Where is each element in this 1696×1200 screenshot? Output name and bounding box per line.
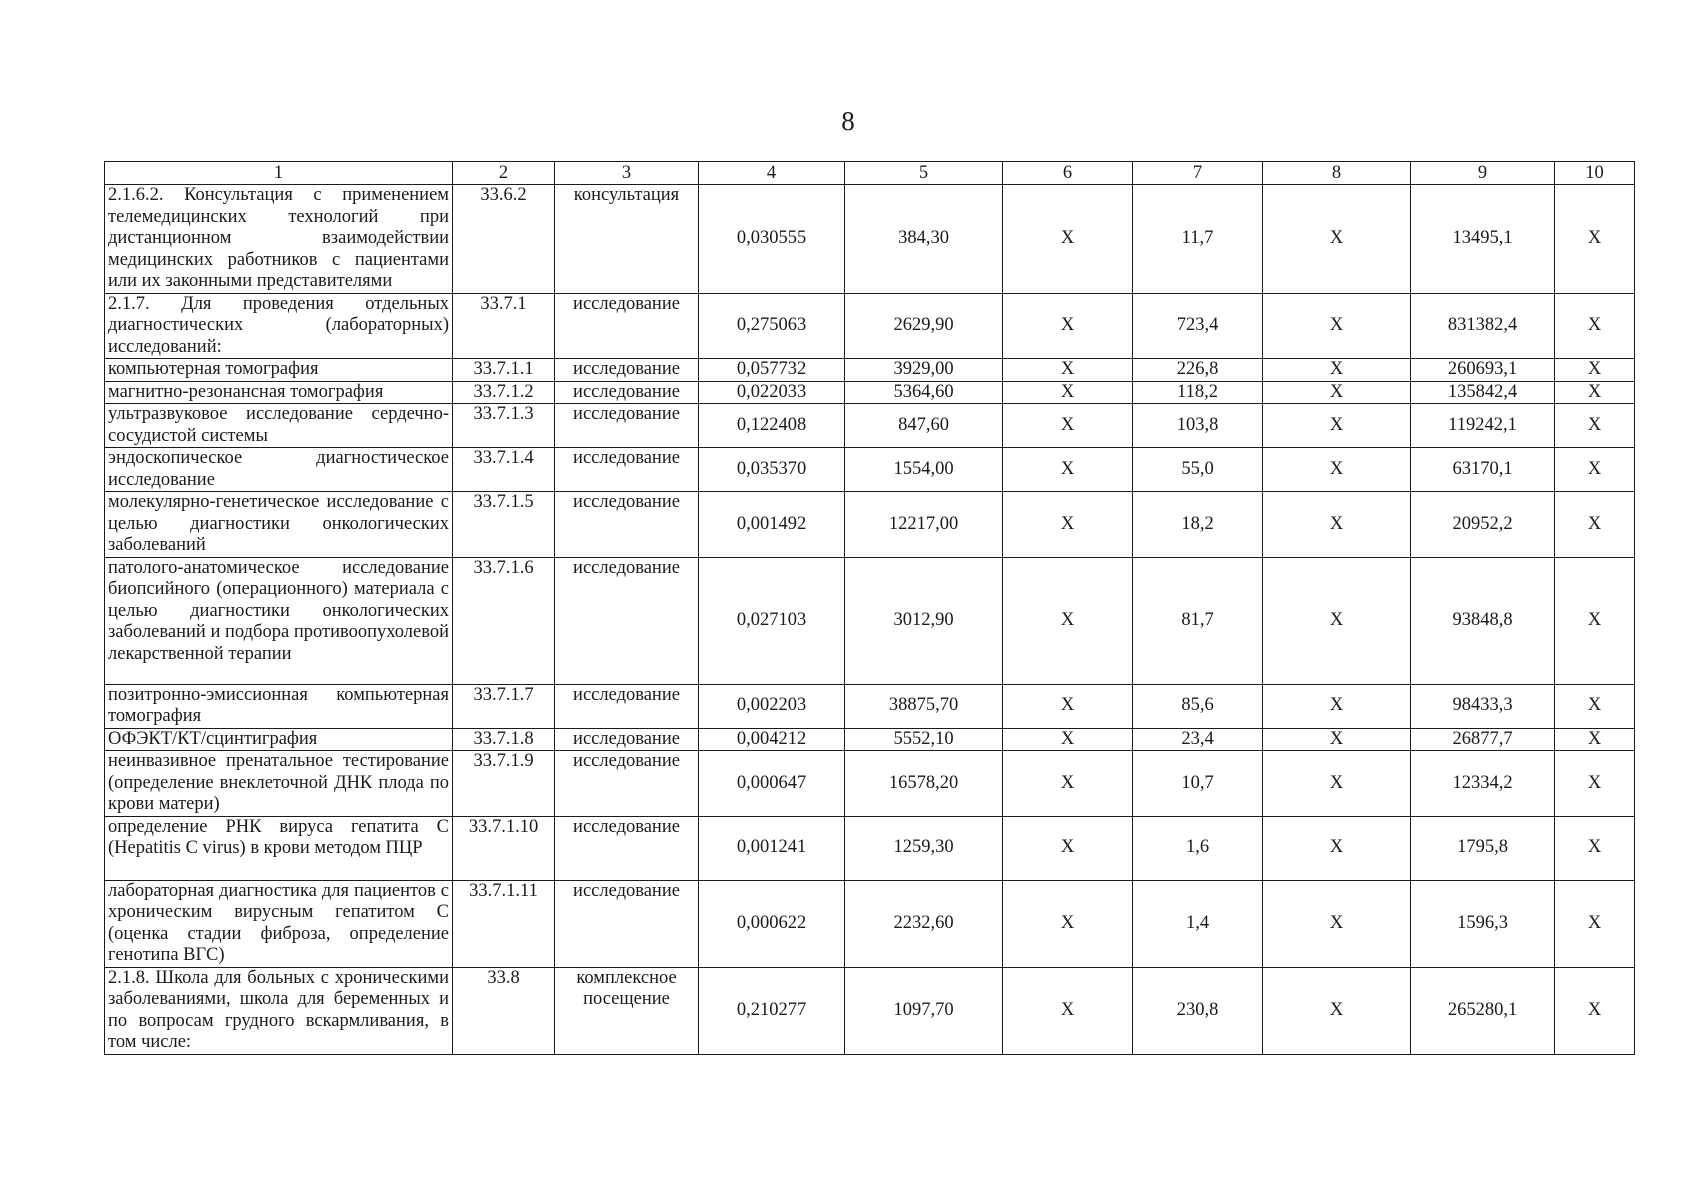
cell-col4: 0,001492 bbox=[699, 492, 845, 558]
cell-col5: 1097,70 bbox=[845, 967, 1003, 1054]
cell-col5: 3929,00 bbox=[845, 359, 1003, 382]
cell-unit: исследование bbox=[555, 728, 699, 751]
table-row bbox=[105, 404, 1635, 448]
cell-col8: X bbox=[1263, 751, 1411, 817]
cell-name: лабораторная диагностика для пациентов с хроническим вирусным гепатитом C (оценка стадии фиброза, определение генотипа ВГС) bbox=[105, 880, 453, 967]
cell-col9: 135842,4 bbox=[1411, 381, 1555, 404]
cell-col9: 119242,1 bbox=[1411, 404, 1555, 448]
cell-col5: 16578,20 bbox=[845, 751, 1003, 817]
cell-col7: 103,8 bbox=[1133, 404, 1263, 448]
cell-col5: 3012,90 bbox=[845, 557, 1003, 684]
cell-col7: 723,4 bbox=[1133, 293, 1263, 359]
header-cell: 4 bbox=[699, 162, 845, 185]
table-row bbox=[105, 880, 1635, 967]
cell-col5: 5364,60 bbox=[845, 381, 1003, 404]
cell-name: ОФЭКТ/КТ/сцинтиграфия bbox=[105, 728, 453, 751]
cell-col8: X bbox=[1263, 816, 1411, 880]
cell-code: 33.7.1 bbox=[453, 293, 555, 359]
cell-col6: X bbox=[1003, 728, 1133, 751]
cell-col5: 38875,70 bbox=[845, 684, 1003, 728]
cell-code: 33.7.1.5 bbox=[453, 492, 555, 558]
cell-code: 33.7.1.10 bbox=[453, 816, 555, 880]
cell-col7: 10,7 bbox=[1133, 751, 1263, 817]
cell-col5: 2232,60 bbox=[845, 880, 1003, 967]
cell-col7: 226,8 bbox=[1133, 359, 1263, 382]
cell-col7: 230,8 bbox=[1133, 967, 1263, 1054]
cell-col8: X bbox=[1263, 381, 1411, 404]
cell-name: 2.1.7. Для проведения отдельных диагностических (лабораторных) исследований: bbox=[105, 293, 453, 359]
table-row bbox=[105, 359, 1635, 382]
header-cell: 1 bbox=[105, 162, 453, 185]
table-row bbox=[105, 557, 1635, 684]
cell-col5: 1554,00 bbox=[845, 448, 1003, 492]
table-row bbox=[105, 381, 1635, 404]
tariff-table bbox=[104, 161, 1635, 1055]
cell-col10: X bbox=[1555, 728, 1635, 751]
cell-col10: X bbox=[1555, 751, 1635, 817]
cell-col10: X bbox=[1555, 557, 1635, 684]
cell-name: молекулярно-генетическое исследование с целью диагностики онкологических заболеваний bbox=[105, 492, 453, 558]
cell-col8: X bbox=[1263, 185, 1411, 294]
cell-col4: 0,002203 bbox=[699, 684, 845, 728]
cell-col6: X bbox=[1003, 185, 1133, 294]
cell-code: 33.7.1.6 bbox=[453, 557, 555, 684]
cell-unit: исследование bbox=[555, 293, 699, 359]
cell-col6: X bbox=[1003, 492, 1133, 558]
cell-col4: 0,001241 bbox=[699, 816, 845, 880]
cell-col7: 55,0 bbox=[1133, 448, 1263, 492]
cell-col9: 98433,3 bbox=[1411, 684, 1555, 728]
cell-col10: X bbox=[1555, 448, 1635, 492]
cell-name: позитронно-эмиссионная компьютерная томография bbox=[105, 684, 453, 728]
cell-col7: 23,4 bbox=[1133, 728, 1263, 751]
cell-unit: исследование bbox=[555, 492, 699, 558]
header-cell: 8 bbox=[1263, 162, 1411, 185]
cell-col8: X bbox=[1263, 492, 1411, 558]
cell-code: 33.7.1.3 bbox=[453, 404, 555, 448]
header-cell: 6 bbox=[1003, 162, 1133, 185]
cell-col6: X bbox=[1003, 359, 1133, 382]
cell-name: определение РНК вируса гепатита C (Hepatitis C virus) в крови методом ПЦР bbox=[105, 816, 453, 880]
table-row bbox=[105, 728, 1635, 751]
cell-code: 33.7.1.7 bbox=[453, 684, 555, 728]
cell-col8: X bbox=[1263, 684, 1411, 728]
cell-col9: 20952,2 bbox=[1411, 492, 1555, 558]
header-cell: 10 bbox=[1555, 162, 1635, 185]
cell-unit: исследование bbox=[555, 751, 699, 817]
table-body bbox=[105, 162, 1635, 1055]
cell-col10: X bbox=[1555, 381, 1635, 404]
cell-name: магнитно-резонансная томография bbox=[105, 381, 453, 404]
cell-unit: консультация bbox=[555, 185, 699, 294]
cell-col9: 265280,1 bbox=[1411, 967, 1555, 1054]
cell-col9: 1596,3 bbox=[1411, 880, 1555, 967]
cell-col9: 93848,8 bbox=[1411, 557, 1555, 684]
cell-col4: 0,022033 bbox=[699, 381, 845, 404]
cell-col10: X bbox=[1555, 880, 1635, 967]
cell-code: 33.7.1.2 bbox=[453, 381, 555, 404]
cell-col8: X bbox=[1263, 359, 1411, 382]
cell-col6: X bbox=[1003, 816, 1133, 880]
table-row bbox=[105, 816, 1635, 880]
cell-col7: 81,7 bbox=[1133, 557, 1263, 684]
cell-col4: 0,027103 bbox=[699, 557, 845, 684]
cell-col9: 63170,1 bbox=[1411, 448, 1555, 492]
cell-col5: 12217,00 bbox=[845, 492, 1003, 558]
cell-col5: 5552,10 bbox=[845, 728, 1003, 751]
cell-col4: 0,035370 bbox=[699, 448, 845, 492]
cell-name: компьютерная томография bbox=[105, 359, 453, 382]
cell-code: 33.7.1.4 bbox=[453, 448, 555, 492]
cell-col10: X bbox=[1555, 359, 1635, 382]
header-cell: 3 bbox=[555, 162, 699, 185]
cell-code: 33.7.1.1 bbox=[453, 359, 555, 382]
cell-col5: 847,60 bbox=[845, 404, 1003, 448]
cell-name: патолого-анатомическое исследование биопсийного (операционного) материала с целью диагностики онкологических заболеваний и подбора противоопухолевой лекарственной терапии bbox=[105, 557, 453, 684]
table-row bbox=[105, 293, 1635, 359]
cell-col9: 1795,8 bbox=[1411, 816, 1555, 880]
table-row bbox=[105, 492, 1635, 558]
cell-col7: 118,2 bbox=[1133, 381, 1263, 404]
cell-code: 33.6.2 bbox=[453, 185, 555, 294]
cell-col9: 26877,7 bbox=[1411, 728, 1555, 751]
cell-col4: 0,030555 bbox=[699, 185, 845, 294]
cell-unit: исследование bbox=[555, 557, 699, 684]
cell-col9: 260693,1 bbox=[1411, 359, 1555, 382]
cell-unit: комплексное посещение bbox=[555, 967, 699, 1054]
cell-col6: X bbox=[1003, 557, 1133, 684]
cell-unit: исследование bbox=[555, 359, 699, 382]
header-cell: 9 bbox=[1411, 162, 1555, 185]
cell-col10: X bbox=[1555, 816, 1635, 880]
cell-col10: X bbox=[1555, 684, 1635, 728]
cell-col8: X bbox=[1263, 404, 1411, 448]
cell-col7: 1,6 bbox=[1133, 816, 1263, 880]
table-row bbox=[105, 967, 1635, 1054]
cell-col6: X bbox=[1003, 880, 1133, 967]
cell-unit: исследование bbox=[555, 684, 699, 728]
cell-col6: X bbox=[1003, 448, 1133, 492]
cell-unit: исследование bbox=[555, 381, 699, 404]
cell-col7: 85,6 bbox=[1133, 684, 1263, 728]
cell-col4: 0,275063 bbox=[699, 293, 845, 359]
cell-col5: 384,30 bbox=[845, 185, 1003, 294]
cell-col6: X bbox=[1003, 293, 1133, 359]
cell-col6: X bbox=[1003, 751, 1133, 817]
header-cell: 5 bbox=[845, 162, 1003, 185]
cell-col8: X bbox=[1263, 448, 1411, 492]
cell-col6: X bbox=[1003, 967, 1133, 1054]
cell-code: 33.7.1.9 bbox=[453, 751, 555, 817]
cell-col8: X bbox=[1263, 728, 1411, 751]
table-row bbox=[105, 684, 1635, 728]
header-row bbox=[105, 162, 1635, 185]
cell-col4: 0,004212 bbox=[699, 728, 845, 751]
cell-col4: 0,057732 bbox=[699, 359, 845, 382]
cell-col10: X bbox=[1555, 185, 1635, 294]
header-cell: 2 bbox=[453, 162, 555, 185]
cell-unit: исследование bbox=[555, 816, 699, 880]
table-row bbox=[105, 751, 1635, 817]
cell-col6: X bbox=[1003, 381, 1133, 404]
cell-col6: X bbox=[1003, 404, 1133, 448]
cell-col9: 13495,1 bbox=[1411, 185, 1555, 294]
cell-name: неинвазивное пренатальное тестирование (определение внеклеточной ДНК плода по крови матери) bbox=[105, 751, 453, 817]
cell-code: 33.7.1.11 bbox=[453, 880, 555, 967]
cell-col6: X bbox=[1003, 684, 1133, 728]
cell-col8: X bbox=[1263, 880, 1411, 967]
cell-name: ультразвуковое исследование сердечно-сосудистой системы bbox=[105, 404, 453, 448]
cell-col4: 0,000622 bbox=[699, 880, 845, 967]
cell-col10: X bbox=[1555, 404, 1635, 448]
cell-unit: исследование bbox=[555, 448, 699, 492]
cell-col7: 1,4 bbox=[1133, 880, 1263, 967]
cell-col8: X bbox=[1263, 293, 1411, 359]
cell-col7: 11,7 bbox=[1133, 185, 1263, 294]
cell-col4: 0,210277 bbox=[699, 967, 845, 1054]
cell-col10: X bbox=[1555, 492, 1635, 558]
cell-col8: X bbox=[1263, 967, 1411, 1054]
cell-col5: 1259,30 bbox=[845, 816, 1003, 880]
header-cell: 7 bbox=[1133, 162, 1263, 185]
table-row bbox=[105, 448, 1635, 492]
cell-col8: X bbox=[1263, 557, 1411, 684]
cell-col10: X bbox=[1555, 967, 1635, 1054]
cell-name: 2.1.8. Школа для больных с хроническими заболеваниями, школа для беременных и по вопросам грудного вскармливания, в том числе: bbox=[105, 967, 453, 1054]
cell-col9: 831382,4 bbox=[1411, 293, 1555, 359]
cell-col5: 2629,90 bbox=[845, 293, 1003, 359]
cell-code: 33.7.1.8 bbox=[453, 728, 555, 751]
cell-col4: 0,000647 bbox=[699, 751, 845, 817]
cell-col10: X bbox=[1555, 293, 1635, 359]
table-row bbox=[105, 185, 1635, 294]
cell-unit: исследование bbox=[555, 404, 699, 448]
cell-unit: исследование bbox=[555, 880, 699, 967]
cell-col7: 18,2 bbox=[1133, 492, 1263, 558]
cell-col4: 0,122408 bbox=[699, 404, 845, 448]
cell-name: эндоскопическое диагностическое исследование bbox=[105, 448, 453, 492]
cell-name: 2.1.6.2. Консультация с применением телемедицинских технологий при дистанционном взаимодействии медицинских работников с пациентами или их законными представителями bbox=[105, 185, 453, 294]
page-number: 8 bbox=[841, 106, 855, 136]
cell-code: 33.8 bbox=[453, 967, 555, 1054]
cell-col9: 12334,2 bbox=[1411, 751, 1555, 817]
